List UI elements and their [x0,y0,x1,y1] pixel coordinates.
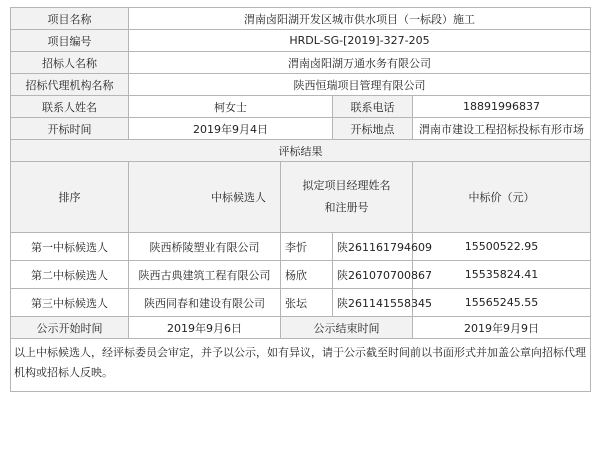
note-text: 以上中标候选人，经评标委员会审定，并予以公示，如有异议，请于公示截至时间前以书面形式并加盖公章向招标代理机构或招标人反映。 [11,339,591,392]
result-title: 评标结果 [11,140,591,162]
result-row [11,233,591,261]
result-manager: 张坛 [281,289,333,317]
row-result-headers [11,162,591,233]
header-rank: 排序 [11,162,129,233]
tenderer-value: 渭南卤阳湖万通水务有限公司 [129,52,591,74]
header-manager [281,162,413,233]
result-price: 15535824.41 [413,261,591,289]
project-name-value: 渭南卤阳湖开发区城市供水项目（一标段）施工 [129,8,591,30]
result-manager: 李忻 [281,233,333,261]
header-candidate: 中标候选人 [129,162,281,233]
tenderer-label: 招标人名称 [11,52,129,74]
result-rank: 第三中标候选人 [11,289,129,317]
row-contact [11,96,591,118]
opening-place-value: 渭南市建设工程招标投标有形市场 [413,118,591,140]
result-candidate: 陕西桥陵塑业有限公司 [129,233,281,261]
header-manager-line1: 拟定项目经理姓名 [302,179,391,192]
agency-value: 陕西恒瑞项目管理有限公司 [129,74,591,96]
result-price: 15565245.55 [413,289,591,317]
publicity-start-label: 公示开始时间 [11,317,129,339]
result-manager: 杨欣 [281,261,333,289]
bid-result-table [10,7,591,392]
row-project-number [11,30,591,52]
result-row [11,261,591,289]
row-note [11,339,591,392]
result-candidate: 陕西同春和建设有限公司 [129,289,281,317]
opening-place-label: 开标地点 [333,118,413,140]
result-reg: 陕261141558345 [333,289,413,317]
header-manager-line2: 和注册号 [324,201,369,214]
phone-label: 联系电话 [333,96,413,118]
opening-time-label: 开标时间 [11,118,129,140]
contact-label: 联系人姓名 [11,96,129,118]
row-opening [11,118,591,140]
result-rank: 第二中标候选人 [11,261,129,289]
result-rank: 第一中标候选人 [11,233,129,261]
row-tenderer [11,52,591,74]
result-row [11,289,591,317]
row-result-title [11,140,591,162]
row-publicity [11,317,591,339]
project-number-label: 项目编号 [11,30,129,52]
header-price: 中标价（元） [413,162,591,233]
contact-value: 柯女士 [129,96,333,118]
publicity-end-label: 公示结束时间 [281,317,413,339]
phone-value: 18891996837 [413,96,591,118]
publicity-end-value: 2019年9月9日 [413,317,591,339]
result-reg: 陕261161794609 [333,233,413,261]
result-reg: 陕261070700867 [333,261,413,289]
project-name-label: 项目名称 [11,8,129,30]
row-agency [11,74,591,96]
publicity-start-value: 2019年9月6日 [129,317,281,339]
result-candidate: 陕西古典建筑工程有限公司 [129,261,281,289]
result-price: 15500522.95 [413,233,591,261]
row-project-name [11,8,591,30]
project-number-value: HRDL-SG-[2019]-327-205 [129,30,591,52]
agency-label: 招标代理机构名称 [11,74,129,96]
opening-time-value: 2019年9月4日 [129,118,333,140]
